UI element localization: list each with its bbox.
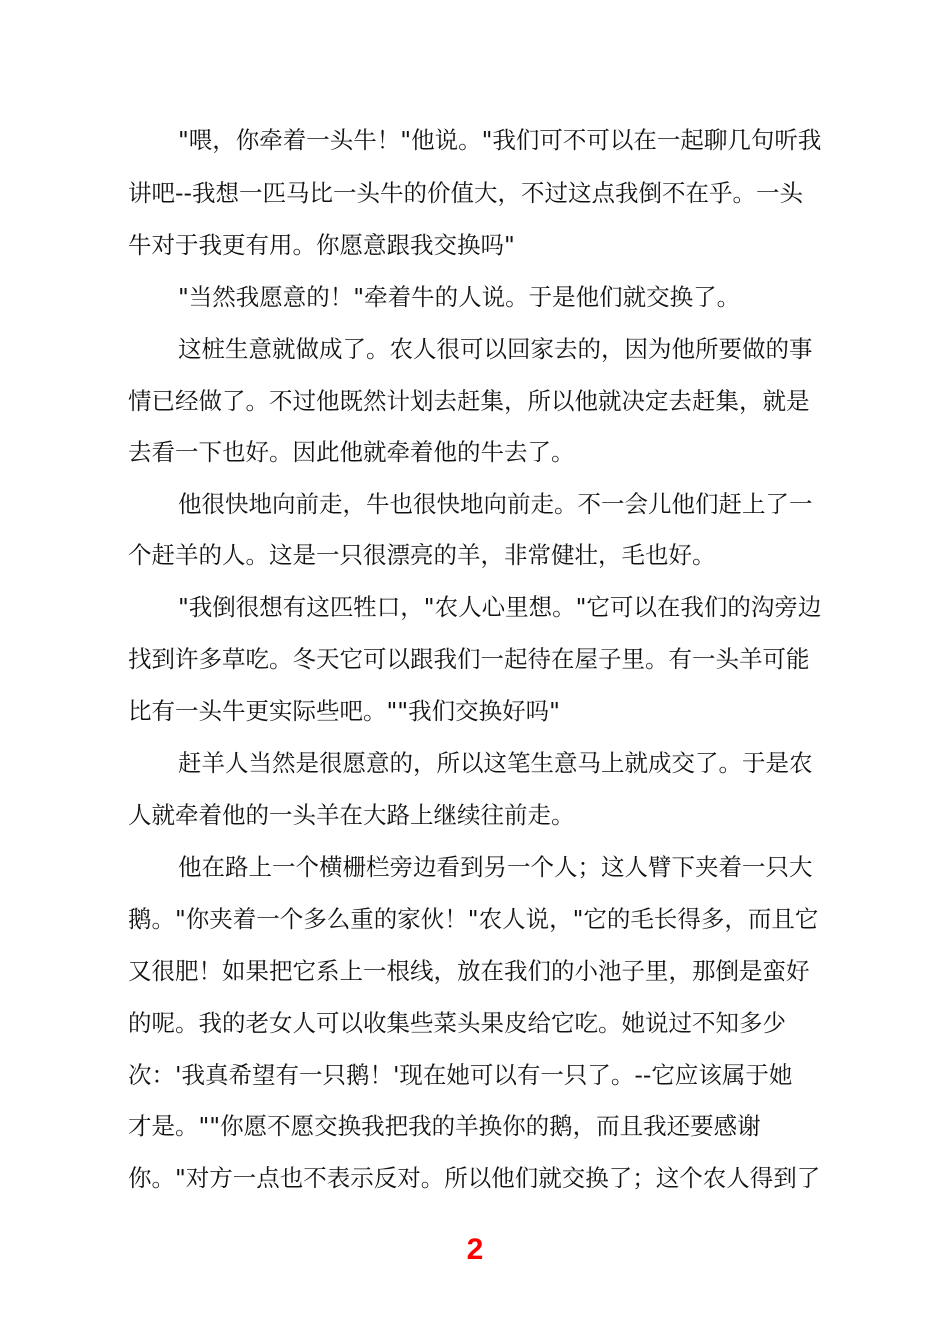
text-line: 赶羊人当然是很愿意的，所以这笔生意马上就成交了。于是农 xyxy=(178,749,813,777)
text-line: 又很肥！如果把它系上一根线，放在我们的小池子里，那倒是蛮好 xyxy=(128,957,810,985)
text-line: 个赶羊的人。这是一只很漂亮的羊，非常健壮，毛也好。 xyxy=(128,541,716,569)
text-line: "当然我愿意的！"牵着牛的人说。于是他们就交换了。 xyxy=(178,283,741,311)
text-line: 这桩生意就做成了。农人很可以回家去的，因为他所要做的事 xyxy=(178,335,813,363)
text-line: "喂，你牵着一头牛！"他说。"我们可不可以在一起聊几句听我 xyxy=(178,126,822,154)
text-line: 的呢。我的老女人可以收集些菜头果皮给它吃。她说过不知多少 xyxy=(128,1009,786,1037)
text-line: 比有一头牛更实际些吧。""我们交换好吗" xyxy=(128,697,560,725)
text-line: 他很快地向前走，牛也很快地向前走。不一会儿他们赶上了一 xyxy=(178,490,813,518)
text-line: 情已经做了。不过他既然计划去赶集，所以他就决定去赶集，就是 xyxy=(128,387,810,415)
text-line: 去看一下也好。因此他就牵着他的牛去了。 xyxy=(128,438,575,466)
text-line: 你。"对方一点也不表示反对。所以他们就交换了；这个农人得到了 xyxy=(128,1164,821,1192)
text-line: 讲吧--我想一匹马比一头牛的价值大，不过这点我倒不在乎。一头 xyxy=(128,179,803,207)
page-number: 2 xyxy=(466,1233,484,1266)
text-line: 人就牵着他的一头羊在大路上继续往前走。 xyxy=(128,801,575,829)
text-line: 他在路上一个横栅栏旁边看到另一个人；这人臂下夹着一只大 xyxy=(178,853,813,881)
text-line: 才是。""你愿不愿交换我把我的羊换你的鹅，而且我还要感谢 xyxy=(128,1112,761,1140)
text-line: 找到许多草吃。冬天它可以跟我们一起待在屋子里。有一头羊可能 xyxy=(128,645,810,673)
text-line: 次：'我真希望有一只鹅！'现在她可以有一只了。--它应该属于她 xyxy=(128,1061,793,1089)
text-line: "我倒很想有这匹牲口，"农人心里想。"它可以在我们的沟旁边 xyxy=(178,593,822,621)
text-line: 鹅。"你夹着一个多么重的家伙！"农人说，"它的毛长得多，而且它 xyxy=(128,905,819,933)
text-line: 牛对于我更有用。你愿意跟我交换吗" xyxy=(128,231,515,259)
